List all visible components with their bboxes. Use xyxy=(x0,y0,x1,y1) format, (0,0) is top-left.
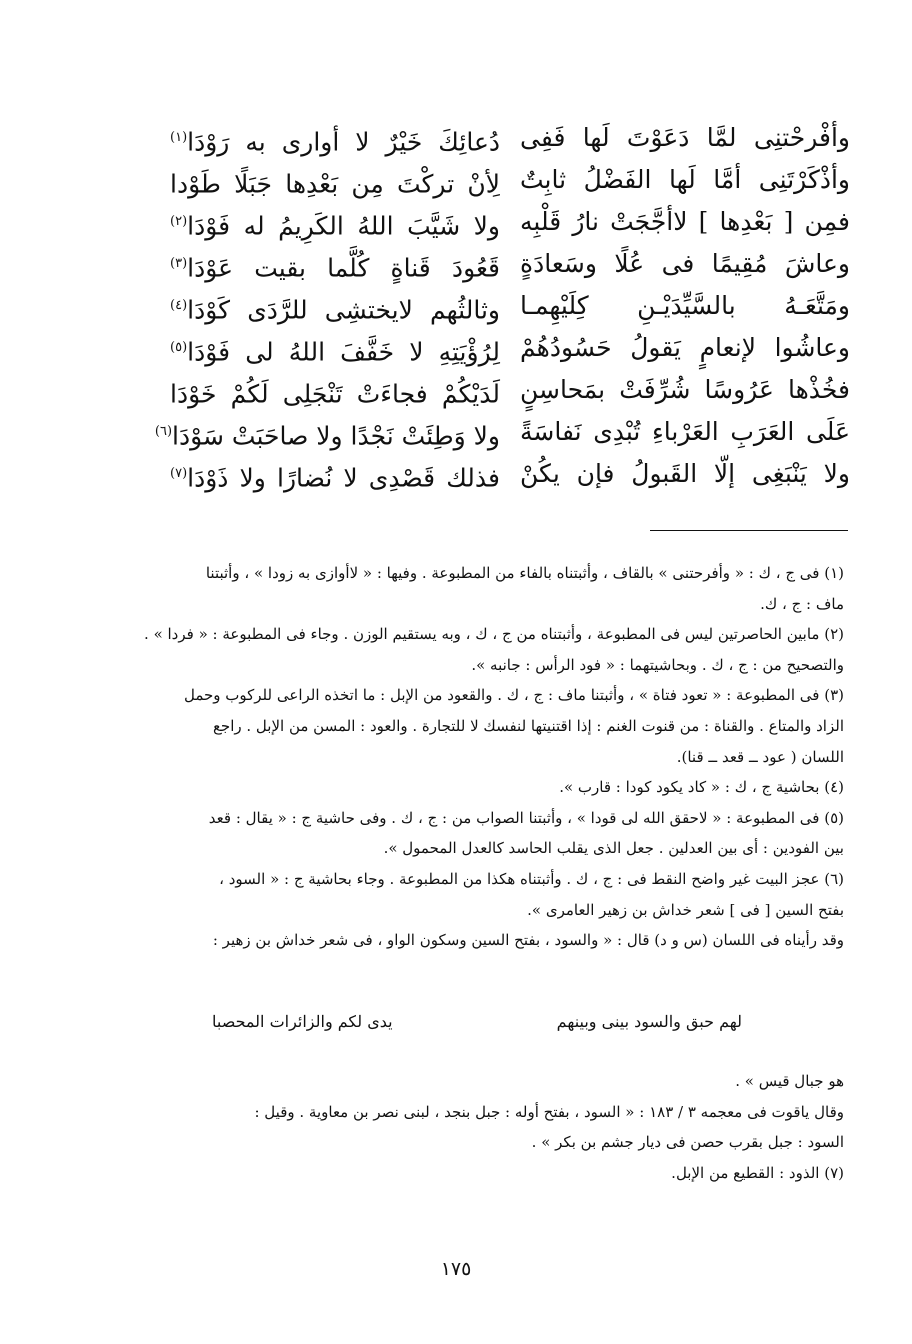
footnote-line: وقد رأيناه فى اللسان (س و د) قال : « والسود ، بفتح السين وسكون الواو ، فى شعر خداش بن زهير : xyxy=(212,931,844,950)
verse xyxy=(170,118,850,158)
hemistich-text: وثالثُهم لايختشِى للرَّدَى كَوْدَا xyxy=(187,295,500,325)
hemistich-text: لِرُؤْيَتِهِ لا خَفَّفَ اللهُ لى فَوْدَا xyxy=(187,337,500,367)
second-hemistich xyxy=(170,118,500,162)
first-hemistich: وأفْرحْتنِى لمَّا دَعَوْتَ لَها فَفِى xyxy=(520,123,850,152)
footnote-marker: (٦) xyxy=(154,424,173,439)
second-hemistich xyxy=(170,202,500,246)
first-hemistich: فمِن [ بَعْدِها ] لاأجَّجَتْ نارُ قَلْبِه xyxy=(520,207,850,236)
second-hemistich xyxy=(170,370,500,414)
first-hemistich: وعاشُوا لإنعامٍ يَقولُ حَسُودُهُمْ xyxy=(520,333,850,362)
verse xyxy=(170,328,850,368)
first-hemistich: ومَتَّعَـهُ بالسَّيِّدَيْـنِ كِلَيْهِمـا xyxy=(520,291,850,320)
footnote-line: (١) فى ج ، ك : « وأفرحتنى » بالقاف ، وأثبتناه بالفاء من المطبوعة . وفيها : « لاأوازى به زودا » ، وأثبتنا xyxy=(205,564,844,582)
hemistich-text: دُعائِكَ خَيْرٌ لا أوارى به رَوْدَا xyxy=(187,127,500,157)
footnote-line: (٢) مابين الحاصرتين ليس فى المطبوعة ، وأثبتناه من ج ، ك ، وبه يستقيم الوزن . وجاء فى المطبوعة : « فردا » . xyxy=(144,625,844,644)
footnote-line: بين الفودين : أى بين العدلين . جعل الذى يقلب الحاسد كالعدل المحمول ». xyxy=(383,839,844,858)
footnote-line: الزاد والمتاع . والقناة : من قنوت الغنم : إذا اقتنيتها لنفسك لا للتجارة . والعود : المسن من الإبل . راجع xyxy=(212,716,844,735)
footnote-line: بفتح السين [ فى ] شعر خداش بن زهير العامرى ». xyxy=(527,900,844,919)
verse xyxy=(170,244,850,284)
verse xyxy=(170,160,850,200)
hemistich-text: قَعُودَ قَناةٍ كُلَّما بقيت عَوْدَا xyxy=(187,253,500,283)
footnote-line: (٤) بحاشية ج ، ك : « كاد يكود كودا : قارب ». xyxy=(559,778,844,797)
footnote-marker: (٤) xyxy=(170,298,188,313)
footnote-marker: (١) xyxy=(170,130,188,145)
footnote-line: (٣) فى المطبوعة : « تعود فتاة » ، وأثبتنا ماف : ج ، ك . والقعود من الإبل : ما اتخذه الراعى للركوب وحمل xyxy=(183,686,844,705)
second-hemistich xyxy=(170,160,500,204)
footnote-marker: (٣) xyxy=(170,256,188,271)
first-hemistich: عَلَى العَرَبِ العَرْباءِ تُبْدِى نَفاسَةً xyxy=(520,417,850,446)
footnotes-continued xyxy=(67,1066,844,1188)
footnote-line: وقال ياقوت فى معجمه ٣ / ١٨٣ : « السود ، بفتح أوله : جبل بنجد ، لبنى نصر بن معاوية . وقيل : xyxy=(254,1102,844,1121)
first-hemistich: فخُذْها عَرُوسًا شُرِّفَتْ بمَحاسِنٍ xyxy=(520,375,850,404)
footnote-line: (٥) فى المطبوعة : « لاحقق الله لى قودا » ، وأثبتنا الصواب من : ج ، ك . وفى حاشية ج : « يقال : قعد xyxy=(208,808,844,827)
second-hemistich xyxy=(170,286,500,330)
verse xyxy=(170,286,850,326)
poem-block xyxy=(154,118,850,498)
page-number: ١٧٥ xyxy=(440,1258,472,1280)
footnote-line: ماف : ج ، ك. xyxy=(760,594,844,613)
verse xyxy=(170,202,850,242)
footnote-line: السود : جبل بقرب حصن فى ديار جشم بن بكر » . xyxy=(531,1133,844,1152)
hemistich-text: لِأنْ تركْتَ مِن بَعْدِها جَبَلًا طَوْدا xyxy=(170,169,500,199)
footnotes xyxy=(67,558,844,956)
first-hemistich: ولا يَنْبَغِى إلّا القَبولُ فإن يكُنْ xyxy=(520,459,850,488)
footnote-separator xyxy=(650,530,848,531)
verse xyxy=(170,454,850,494)
second-hemistich xyxy=(170,244,500,288)
hemistich-text: ولا شَيَّبَ اللهُ الكَرِيمُ له فَوْدَا xyxy=(187,211,500,241)
verse xyxy=(170,370,850,410)
hemistich-text: ولا وَطِئَتْ نَجْدًا ولا صاحَبَتْ سَوْدَا xyxy=(172,421,500,451)
footnote-line: اللسان ( عود ــ قعد ــ قنا). xyxy=(676,747,844,766)
footnote-marker: (٧) xyxy=(170,466,188,481)
footnote-line: والتصحيح من : ج ، ك . وبحاشيتهما : « فود الرأس : جانبه ». xyxy=(471,655,844,674)
second-hemistich xyxy=(170,328,500,372)
verse xyxy=(154,412,850,452)
footnote-line: (٧) الذود : القطيع من الإبل. xyxy=(671,1163,844,1182)
first-hemistich: وعاشَ مُقِيمًا فى عُلًا وسَعادَةٍ xyxy=(520,249,850,278)
first-hemistich: وأذْكَرْتَنِى أمَّا لَها الفَضْلُ ثابِتٌ xyxy=(520,165,850,194)
footnote-line: هو جبال قيس » . xyxy=(735,1072,844,1090)
footnote-marker: (٥) xyxy=(170,340,188,355)
hemistich-text: لَدَيْكُمْ فجاءَتْ تَنْجَلِى لَكُمْ خَوْدَا xyxy=(170,379,500,409)
quoted-verse xyxy=(212,1012,742,1048)
footnote-marker: (٢) xyxy=(170,214,188,229)
quoted-second-hemistich: يدى لكم والزائرات المحصبا xyxy=(212,1012,393,1031)
footnote-line: (٦) عجز البيت غير واضح النقط فى : ج ، ك . وأثبتناه هكذا من المطبوعة . وجاء بحاشية ج : « السود ، xyxy=(219,869,844,888)
second-hemistich xyxy=(170,454,500,498)
hemistich-text: فذلك قَصْدِى لا نُضارًا ولا ذَوْدَا xyxy=(187,463,500,493)
quoted-first-hemistich: لهم حبق والسود بينى وبينهم xyxy=(556,1012,742,1031)
second-hemistich xyxy=(154,412,500,456)
